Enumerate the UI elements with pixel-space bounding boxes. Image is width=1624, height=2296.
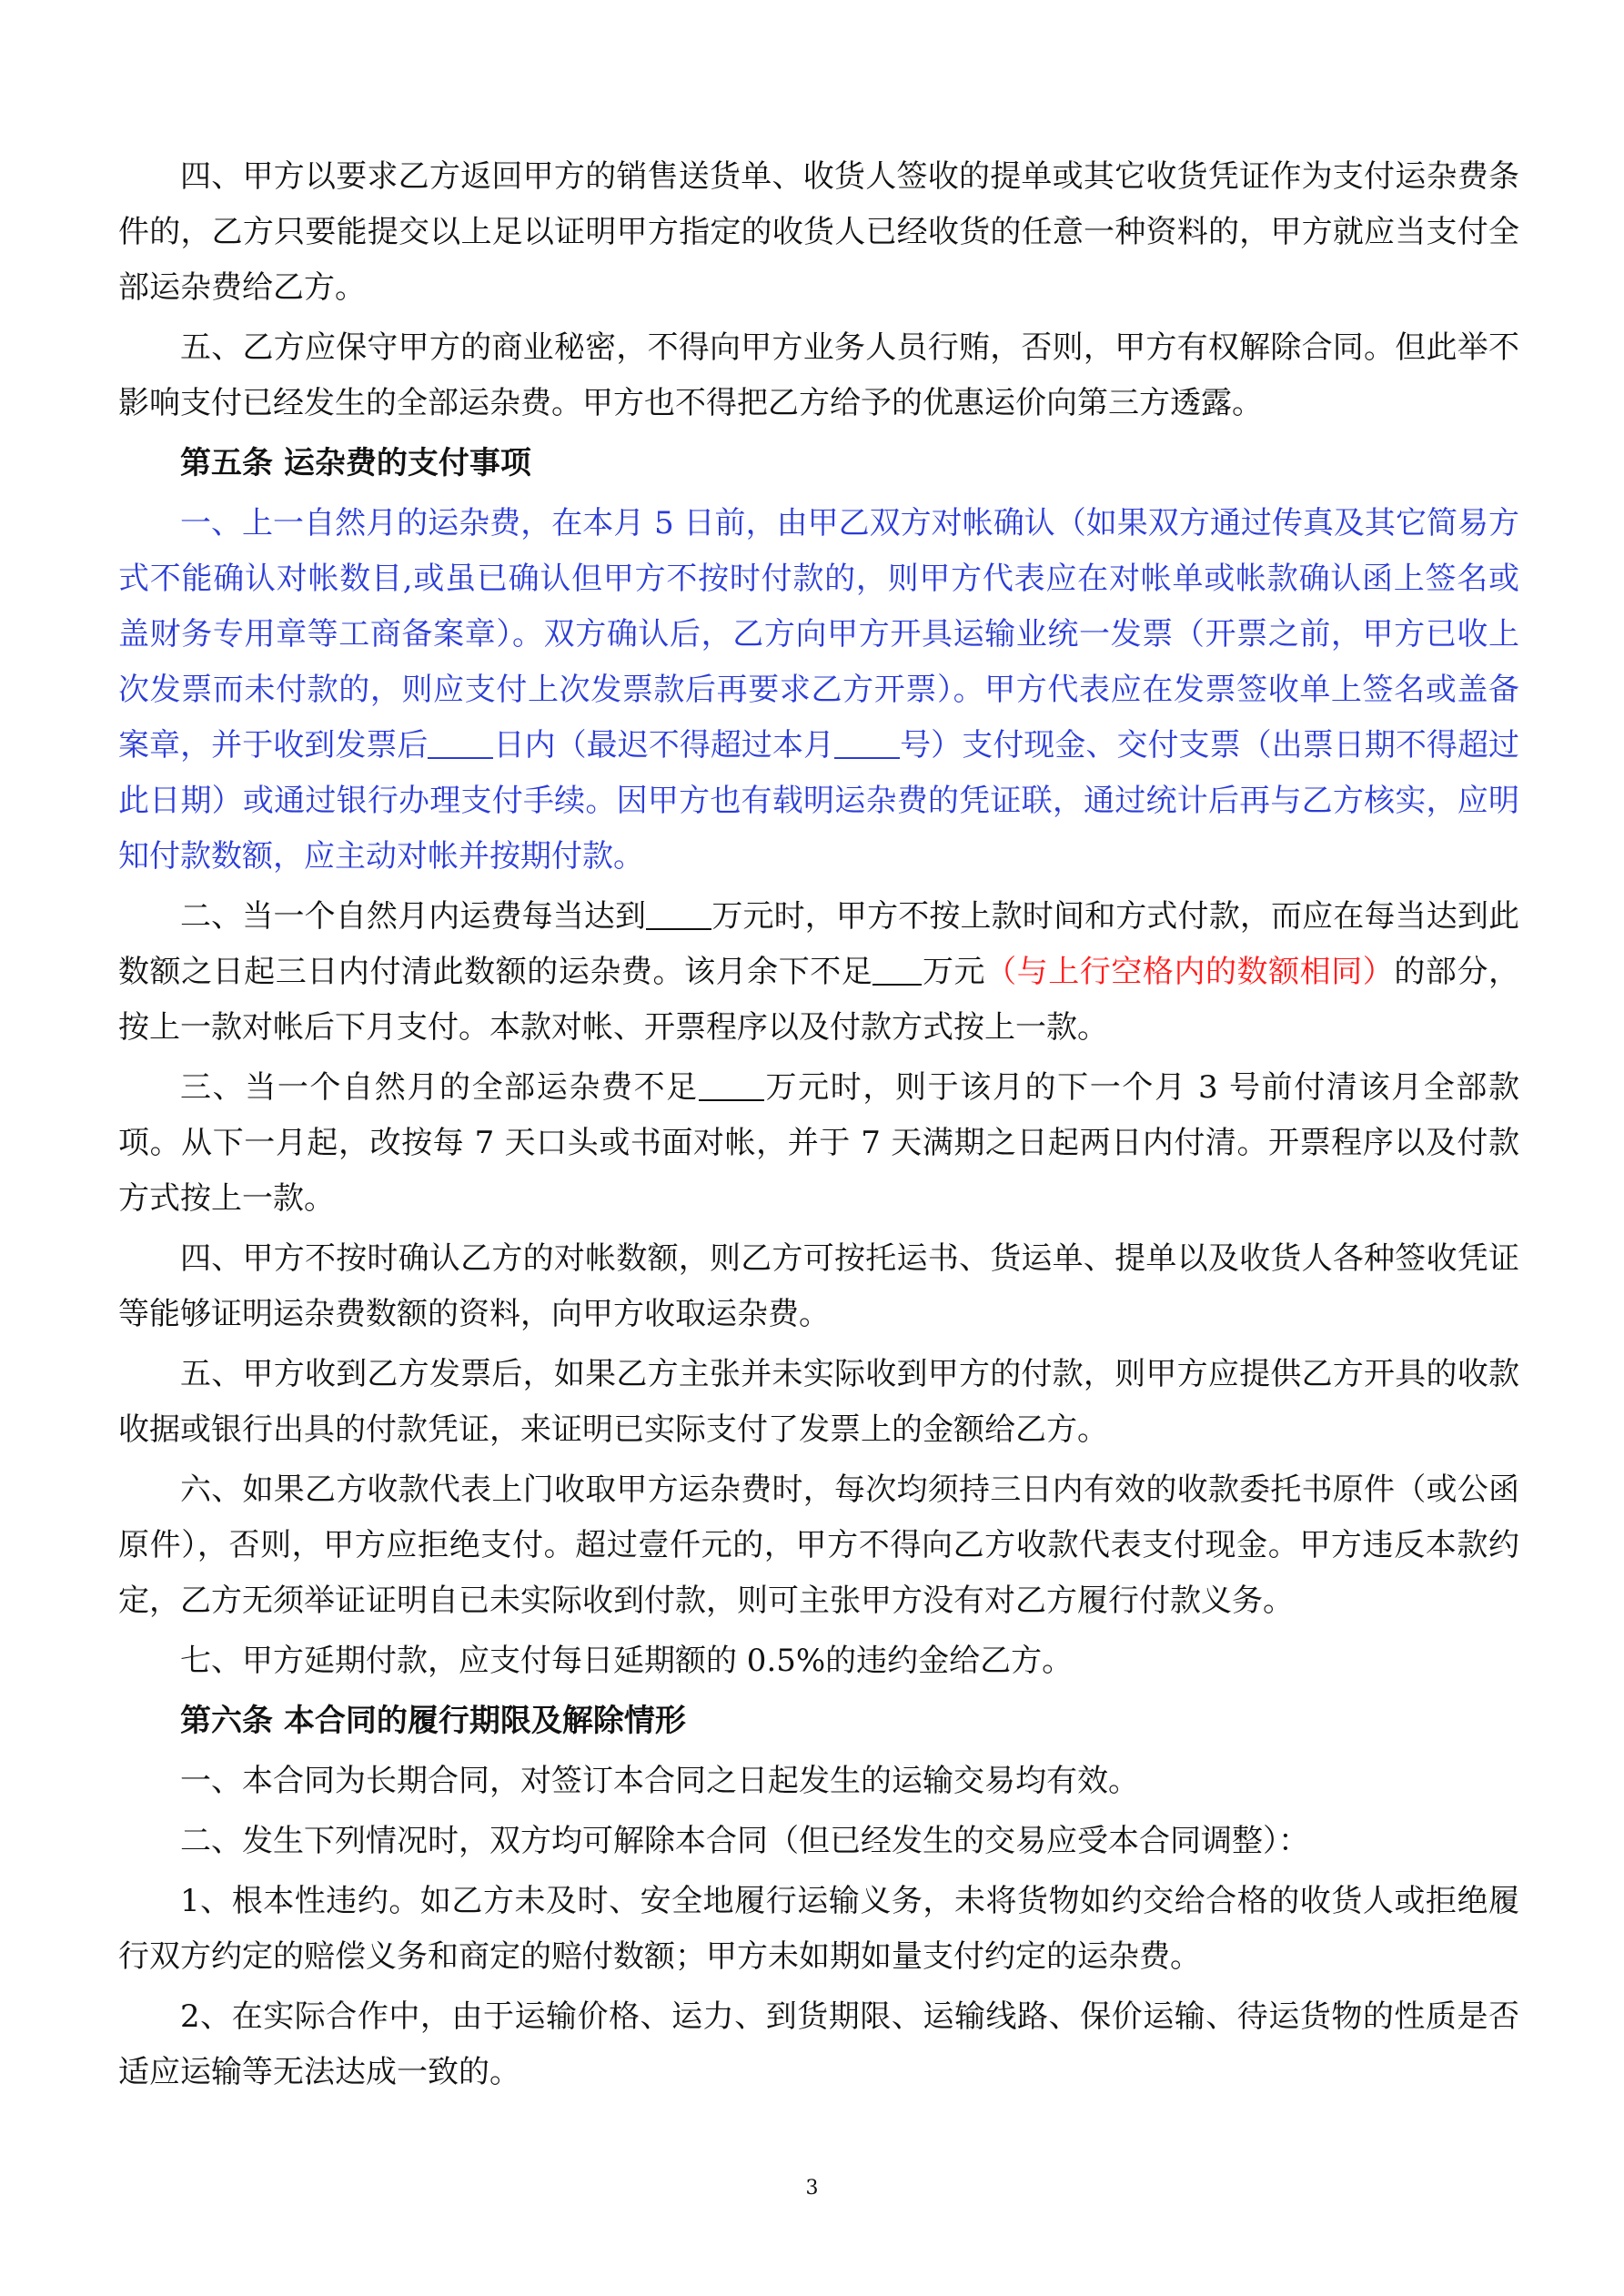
clause-text: 号）支付现金、交付支票（出票日期不得超过此日期）或通过银行办理支付手续。因甲方也有载明运杂费的凭证联，通过统计后再与乙方核实，应明知付款数额，应主动对帐并按期付款。 — [118, 727, 1520, 875]
article-5-clause-5: 五、甲方收到乙方发票后，如果乙方主张并未实际收到甲方的付款，则甲方应提供乙方开具的收款收据或银行出具的付款凭证，来证明已实际支付了发票上的金额给乙方。 — [118, 1356, 1519, 1448]
article-6-clause-1: 一、本合同为长期合同，对签订本合同之日起发生的运输交易均有效。 — [180, 1763, 1139, 1799]
page-number: 3 — [805, 2177, 819, 2200]
blank-amount-remainder — [873, 956, 922, 986]
clause-text: 万元 — [922, 954, 986, 990]
article-5-clause-1 — [118, 496, 1519, 885]
clause-text: 三、当一个自然月的全部运杂费不足 — [180, 1069, 699, 1106]
blank-days — [428, 730, 493, 759]
article-5-clause-6: 六、如果乙方收款代表上门收取甲方运杂费时，每次均须持三日内有效的收款委托书原件（或公函原件），否则，甲方应拒绝支付。超过壹仟元的，甲方不得向乙方收款代表支付现金。甲方违反本款约定，乙方无须举证证明自已未实际收到付款，则可主张甲方没有对乙方履行付款义务。 — [118, 1472, 1519, 1619]
clause-text: 日内（最迟不得超过本月 — [493, 727, 835, 764]
article-6-item-1: 1、根本性违约。如乙方未及时、安全地履行运输义务，未将货物如约交给合格的收货人或拒绝履行双方约定的赔偿义务和商定的赔付数额；甲方未如期如量支付约定的运杂费。 — [118, 1883, 1519, 1975]
clause-5-paragraph: 五、乙方应保守甲方的商业秘密，不得向甲方业务人员行贿，否则，甲方有权解除合同。但此举不影响支付已经发生的全部运杂费。甲方也不得把乙方给予的优惠运价向第三方透露。 — [118, 329, 1519, 421]
clause-text: 万元时，甲方不按上款时间和方式付款，而应在每当达到此数额之日起三日内付清此数额的运杂费。该月余下不足 — [118, 898, 1520, 990]
article-6-heading: 第六条 本合同的履行期限及解除情形 — [180, 1703, 686, 1739]
article-5-clause-2 — [118, 889, 1519, 1056]
blank-amount — [646, 901, 711, 930]
clause-text: 一、上一自然月的运杂费，在本月 5 日前，由甲乙双方对帐确认（如果双方通过传真及其它简易方式不能确认对帐数目,或虽已确认但甲方不按时付款的，则甲方代表应在对帐单或帐款确认函上签名或盖财务专用章等工商备案章）。双方确认后，乙方向甲方开具运输业统一发票（开票之前，甲方已收上次发票而未付款的，则应支付上次发票款后再要求乙方开票）。甲方代表应在发票签收单上签名或盖备案章，并于收到发票后 — [118, 505, 1519, 764]
blank-amount-threshold — [699, 1072, 764, 1101]
article-6-clause-2: 二、发生下列情况时，双方均可解除本合同（但已经发生的交易应受本合同调整）： — [180, 1823, 1309, 1859]
article-5-clause-4: 四、甲方不按时确认乙方的对帐数额，则乙方可按托运书、货运单、提单以及收货人各种签收凭证等能够证明运杂费数额的资料，向甲方收取运杂费。 — [118, 1240, 1519, 1332]
clause-text: 二、当一个自然月内运费每当达到 — [180, 898, 647, 935]
article-6-item-2: 2、在实际合作中，由于运输价格、运力、到货期限、运输线路、保价运输、待运货物的性质是否适应运输等无法达成一致的。 — [118, 1998, 1519, 2090]
article-5-clause-3 — [118, 1060, 1519, 1227]
article-5-heading: 第五条 运杂费的支付事项 — [180, 445, 531, 481]
clause-text: 万元时，则于该月的下一个月 3 号前付清该月全部款项。从下一月起，改按每 7 天口头或书面对帐，并于 7 天满期之日起两日内付清。开票程序以及付款方式按上一款。 — [118, 1069, 1520, 1217]
blank-date — [834, 730, 900, 759]
clause-4-paragraph: 四、甲方以要求乙方返回甲方的销售送货单、收货人签收的提单或其它收货凭证作为支付运杂费条件的，乙方只要能提交以上足以证明甲方指定的收货人已经收货的任意一种资料的，甲方就应当支付全部运杂费给乙方。 — [118, 158, 1519, 306]
document-page — [118, 149, 1519, 2105]
article-5-clause-7: 七、甲方延期付款，应支付每日延期额的 0.5%的违约金给乙方。 — [180, 1643, 1074, 1679]
red-note: （与上行空格内的数额相同） — [985, 954, 1395, 990]
clause-text: 的部分，按上一款对帐后下月支付。本款对帐、开票程序以及付款方式按上一款。 — [118, 954, 1520, 1046]
